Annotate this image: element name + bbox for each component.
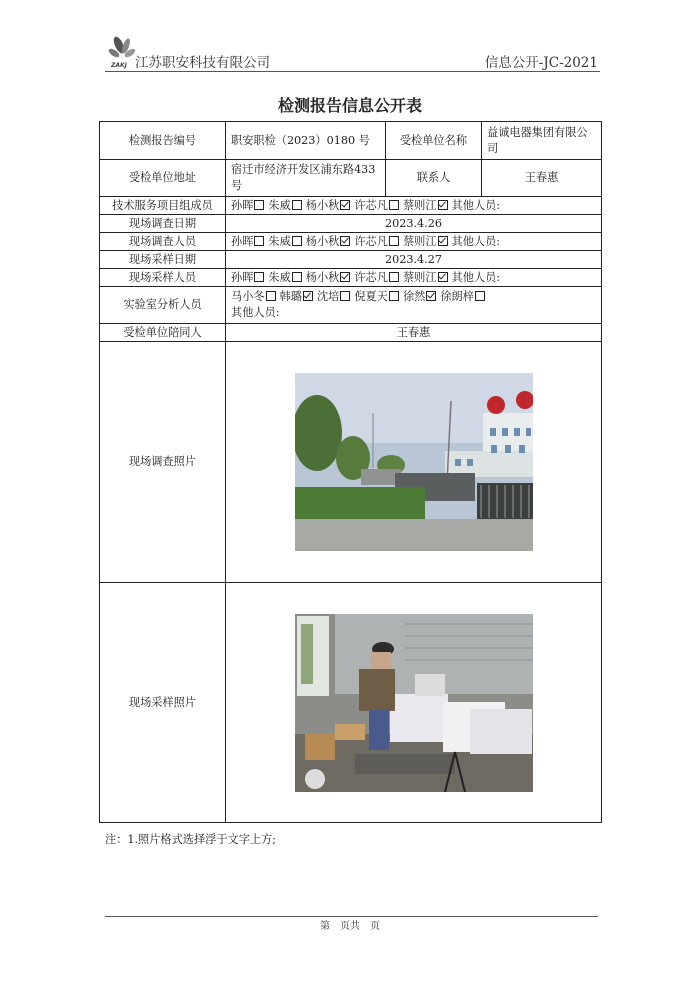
info-table	[99, 121, 602, 823]
staff-name: 沈培	[316, 290, 340, 303]
page-title: 检测报告信息公开表	[277, 96, 422, 115]
unchecked-box-icon[interactable]	[292, 200, 302, 210]
logo-text: ZAKJ	[111, 62, 127, 69]
checklist-item	[354, 271, 403, 284]
table-row	[100, 215, 602, 233]
table-row	[100, 122, 602, 160]
survey-photo	[295, 373, 533, 551]
sampling-photo	[295, 614, 533, 792]
checklist-item	[440, 290, 489, 303]
table-row	[100, 269, 602, 287]
checklist-item	[354, 290, 403, 303]
staff-name: 孙晖	[231, 234, 254, 248]
checklist-item	[306, 271, 355, 284]
contact-label: 联系人	[386, 160, 482, 197]
staff-name: 朱威	[268, 234, 291, 248]
staff-name: 朱威	[268, 198, 291, 212]
unchecked-box-icon[interactable]	[254, 236, 264, 246]
checklist-item	[403, 199, 452, 212]
staff-name: 朱威	[268, 270, 291, 284]
others-label: 其他人员:	[451, 270, 501, 284]
table-row	[100, 324, 602, 342]
document-code: 信息公开-JC-2021	[484, 55, 598, 71]
survey-date-value: 2023.4.26	[226, 215, 602, 233]
staff-name: 蔡则江	[402, 198, 437, 212]
checklist-item	[231, 271, 268, 284]
table-row	[100, 233, 602, 251]
checked-box-icon[interactable]	[340, 200, 350, 210]
escort-label: 受检单位陪同人	[100, 324, 226, 342]
unchecked-box-icon[interactable]	[475, 291, 485, 301]
staff-name: 韩璐	[279, 290, 302, 303]
staff-name: 杨小秋	[305, 234, 340, 248]
staff-name: 许芯凡	[354, 198, 388, 212]
staff-name: 马小冬	[231, 290, 265, 303]
checked-box-icon[interactable]	[438, 200, 448, 210]
sampling-date-label: 现场采样日期	[100, 251, 226, 269]
lab-staff-checklist	[226, 287, 602, 324]
staff-name: 孙晖	[231, 270, 254, 284]
staff-name: 蔡则江	[402, 270, 437, 284]
others-label: 其他人员:	[231, 306, 280, 319]
footnote: 注：1.照片格式选择浮于文字上方;	[105, 833, 277, 846]
table-row	[100, 251, 602, 269]
staff-name: 许芯凡	[354, 234, 388, 248]
checklist-item	[268, 235, 305, 248]
unchecked-box-icon[interactable]	[266, 291, 276, 301]
checklist-item	[306, 199, 355, 212]
report-no-label: 检测报告编号	[100, 122, 226, 160]
checked-box-icon[interactable]	[303, 291, 313, 301]
table-row	[100, 342, 602, 583]
address-label: 受检单位地址	[100, 160, 226, 197]
address-value: 宿迁市经济开发区浦东路433 号	[226, 160, 386, 197]
checklist-item	[231, 290, 280, 303]
survey-staff-label: 现场调查人员	[100, 233, 226, 251]
checklist-item	[268, 271, 305, 284]
sampling-photo-label: 现场采样照片	[100, 583, 226, 823]
sampling-staff-checklist	[226, 269, 602, 287]
checklist-item	[268, 199, 305, 212]
sampling-staff-label: 现场采样人员	[100, 269, 226, 287]
checklist-item	[231, 199, 268, 212]
table-row	[100, 160, 602, 197]
checklist-item	[306, 235, 355, 248]
staff-name: 徐然	[402, 290, 426, 303]
unit-name-label: 受检单位名称	[386, 122, 482, 160]
sampling-date-value: 2023.4.27	[226, 251, 602, 269]
company-logo	[105, 33, 139, 69]
escort-value: 王春惠	[226, 324, 602, 342]
unchecked-box-icon[interactable]	[292, 236, 302, 246]
survey-photo-cell	[226, 342, 602, 583]
checked-box-icon[interactable]	[438, 236, 448, 246]
checked-box-icon[interactable]	[438, 272, 448, 282]
unchecked-box-icon[interactable]	[254, 200, 264, 210]
checklist-item	[354, 199, 403, 212]
survey-photo-label: 现场调查照片	[100, 342, 226, 583]
staff-name: 徐朗梓	[440, 290, 474, 303]
checked-box-icon[interactable]	[426, 291, 436, 301]
survey-staff-checklist	[226, 233, 602, 251]
staff-name: 杨小秋	[305, 270, 340, 284]
unchecked-box-icon[interactable]	[389, 291, 399, 301]
checked-box-icon[interactable]	[340, 236, 350, 246]
unchecked-box-icon[interactable]	[389, 236, 399, 246]
staff-name: 许芯凡	[354, 270, 388, 284]
sampling-photo-cell	[226, 583, 602, 823]
report-no-value: 职安职检（2023）0180 号	[226, 122, 386, 160]
checked-box-icon[interactable]	[340, 272, 350, 282]
tech-team-checklist	[226, 197, 602, 215]
staff-name: 杨小秋	[305, 198, 340, 212]
checklist-item	[403, 271, 452, 284]
company-name: 江苏职安科技有限公司	[135, 55, 270, 71]
checklist-item	[403, 235, 452, 248]
table-row	[100, 583, 602, 823]
lab-staff-label: 实验室分析人员	[100, 287, 226, 324]
unchecked-box-icon[interactable]	[389, 272, 399, 282]
staff-name: 倪夏天	[354, 290, 388, 303]
page-header	[105, 33, 600, 72]
tech-team-label: 技术服务项目组成员	[100, 197, 226, 215]
survey-date-label: 现场调查日期	[100, 215, 226, 233]
others-label: 其他人员:	[451, 234, 501, 248]
unchecked-box-icon[interactable]	[292, 272, 302, 282]
checklist-item	[354, 235, 403, 248]
contact-value: 王春惠	[482, 160, 602, 197]
unchecked-box-icon[interactable]	[340, 291, 350, 301]
unchecked-box-icon[interactable]	[389, 200, 399, 210]
staff-name: 蔡则江	[402, 234, 437, 248]
checklist-item	[280, 290, 317, 303]
table-row	[100, 287, 602, 324]
staff-name: 孙晖	[231, 198, 254, 212]
unit-name-value: 益诚电器集团有限公司	[482, 122, 602, 160]
checklist-item	[231, 235, 268, 248]
checklist-item	[317, 290, 354, 303]
checklist-item	[403, 290, 440, 303]
page-footer: 第 页共 页	[320, 921, 380, 932]
table-row	[100, 197, 602, 215]
others-label: 其他人员:	[451, 198, 501, 212]
unchecked-box-icon[interactable]	[254, 272, 264, 282]
